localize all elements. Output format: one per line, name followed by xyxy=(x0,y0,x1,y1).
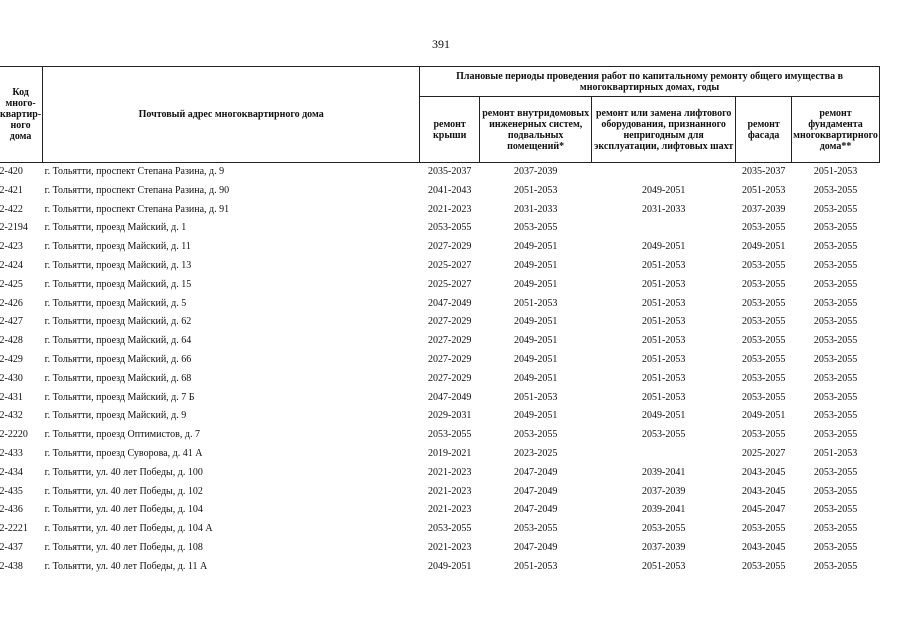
cell-address: г. Тольятти, ул. 40 лет Победы, д. 100 xyxy=(44,466,203,478)
cell-code: 2-2220 xyxy=(0,429,28,441)
cell-roof: 2027-2029 xyxy=(428,316,472,328)
cell-elevator: 2049-2051 xyxy=(642,410,686,422)
cell-roof: 2021-2023 xyxy=(428,504,472,516)
table-row xyxy=(0,464,879,483)
cell-facade: 2049-2051 xyxy=(742,410,786,422)
cell-elevator: 2051-2053 xyxy=(642,297,686,309)
cell-roof: 2029-2031 xyxy=(428,410,472,422)
cell-elevator: 2051-2053 xyxy=(642,259,686,271)
cell-foundation: 2051-2053 xyxy=(813,447,858,459)
table-row xyxy=(0,426,879,445)
cell-foundation: 2053-2055 xyxy=(813,560,858,572)
cell-elevator xyxy=(592,219,736,238)
cell-address: г. Тольятти, проезд Майский, д. 62 xyxy=(44,316,192,328)
cell-code: 2-427 xyxy=(0,316,23,328)
cell-facade: 2037-2039 xyxy=(742,203,786,215)
cell-address: г. Тольятти, проезд Майский, д. 1 xyxy=(44,222,187,234)
cell-facade: 2053-2055 xyxy=(742,278,786,290)
cell-facade: 2053-2055 xyxy=(742,560,786,572)
table-row xyxy=(0,501,879,520)
header-planned-periods: Плановые периоды проведения работ по капитальному ремонту общего имущества в многоквартирных домах, годы xyxy=(420,67,880,97)
cell-foundation: 2053-2055 xyxy=(813,203,858,215)
cell-facade: 2053-2055 xyxy=(742,353,786,365)
cell-engineering: 2047-2049 xyxy=(514,485,558,497)
cell-elevator: 2051-2053 xyxy=(642,278,686,290)
table-row xyxy=(0,313,879,332)
cell-code: 2-426 xyxy=(0,297,23,309)
cell-facade: 2053-2055 xyxy=(742,297,786,309)
cell-address: г. Тольятти, проезд Майский, д. 9 xyxy=(44,410,187,422)
cell-facade: 2053-2055 xyxy=(742,523,786,535)
cell-engineering: 2051-2053 xyxy=(514,297,558,309)
cell-code: 2-425 xyxy=(0,278,23,290)
cell-engineering: 2049-2051 xyxy=(514,278,558,290)
cell-address: г. Тольятти, проезд Майский, д. 7 Б xyxy=(44,391,195,403)
cell-code: 2-431 xyxy=(0,391,23,403)
cell-foundation: 2053-2055 xyxy=(813,429,858,441)
cell-engineering: 2049-2051 xyxy=(514,353,558,365)
cell-facade: 2043-2045 xyxy=(742,541,786,553)
cell-engineering: 2047-2049 xyxy=(514,504,558,516)
cell-roof: 2049-2051 xyxy=(428,560,472,572)
cell-foundation: 2053-2055 xyxy=(813,410,858,422)
cell-code: 2-432 xyxy=(0,410,23,422)
table-body xyxy=(0,163,879,577)
table-row xyxy=(0,558,879,577)
cell-elevator xyxy=(592,445,736,464)
cell-engineering: 2023-2025 xyxy=(514,447,558,459)
cell-foundation: 2053-2055 xyxy=(813,391,858,403)
cell-engineering: 2053-2055 xyxy=(514,523,558,535)
header-facade: ремонт фасада xyxy=(736,97,792,163)
cell-roof: 2053-2055 xyxy=(428,222,472,234)
cell-engineering: 2051-2053 xyxy=(514,391,558,403)
table-row xyxy=(0,201,879,220)
cell-engineering: 2031-2033 xyxy=(514,203,558,215)
cell-address: г. Тольятти, проезд Майский, д. 5 xyxy=(44,297,187,309)
cell-address: г. Тольятти, ул. 40 лет Победы, д. 11 А xyxy=(44,560,208,572)
cell-address: г. Тольятти, проезд Майский, д. 11 xyxy=(44,241,191,253)
cell-facade: 2053-2055 xyxy=(742,259,786,271)
cell-code: 2-434 xyxy=(0,466,23,478)
cell-facade: 2043-2045 xyxy=(742,466,786,478)
cell-address: г. Тольятти, проезд Майский, д. 68 xyxy=(44,372,192,384)
cell-foundation: 2053-2055 xyxy=(813,278,858,290)
cell-roof: 2019-2021 xyxy=(428,447,472,459)
cell-foundation: 2053-2055 xyxy=(813,372,858,384)
cell-address: г. Тольятти, проспект Степана Разина, д. 9 xyxy=(44,166,225,177)
cell-address: г. Тольятти, проспект Степана Разина, д. 91 xyxy=(44,203,230,215)
cell-foundation: 2053-2055 xyxy=(813,184,858,196)
cell-facade: 2053-2055 xyxy=(742,222,786,234)
cell-foundation: 2053-2055 xyxy=(813,466,858,478)
cell-elevator: 2051-2053 xyxy=(642,353,686,365)
cell-address: г. Тольятти, проезд Оптимистов, д. 7 xyxy=(44,429,200,441)
cell-foundation: 2053-2055 xyxy=(813,297,858,309)
cell-engineering: 2049-2051 xyxy=(514,241,558,253)
table-row xyxy=(0,520,879,539)
cell-address: г. Тольятти, проезд Майский, д. 64 xyxy=(44,335,192,347)
cell-roof: 2053-2055 xyxy=(428,429,472,441)
cell-roof: 2027-2029 xyxy=(428,372,472,384)
cell-engineering: 2049-2051 xyxy=(514,410,558,422)
cell-facade: 2053-2055 xyxy=(742,391,786,403)
cell-facade: 2025-2027 xyxy=(742,447,786,459)
cell-address: г. Тольятти, ул. 40 лет Победы, д. 102 xyxy=(44,485,203,497)
cell-foundation: 2053-2055 xyxy=(813,222,858,234)
cell-roof: 2047-2049 xyxy=(428,391,472,403)
cell-engineering: 2049-2051 xyxy=(514,259,558,271)
cell-code: 2-420 xyxy=(0,166,23,177)
cell-address: г. Тольятти, проезд Майский, д. 13 xyxy=(44,259,192,271)
cell-foundation: 2053-2055 xyxy=(813,353,858,365)
cell-engineering: 2049-2051 xyxy=(514,372,558,384)
cell-code: 2-430 xyxy=(0,372,23,384)
cell-elevator: 2049-2051 xyxy=(642,241,686,253)
cell-code: 2-2194 xyxy=(0,222,28,234)
cell-address: г. Тольятти, проезд Суворова, д. 41 А xyxy=(44,447,203,459)
cell-elevator: 2039-2041 xyxy=(642,466,686,478)
cell-elevator: 2049-2051 xyxy=(642,184,686,196)
cell-code: 2-423 xyxy=(0,241,23,253)
cell-facade: 2053-2055 xyxy=(742,429,786,441)
cell-code: 2-437 xyxy=(0,541,23,553)
table-row xyxy=(0,332,879,351)
cell-engineering: 2047-2049 xyxy=(514,541,558,553)
cell-code: 2-433 xyxy=(0,447,23,459)
table-row xyxy=(0,295,879,314)
cell-address: г. Тольятти, проспект Степана Разина, д. 90 xyxy=(44,184,230,196)
cell-facade: 2053-2055 xyxy=(742,372,786,384)
table-row xyxy=(0,257,879,276)
cell-elevator: 2039-2041 xyxy=(642,504,686,516)
cell-elevator: 2051-2053 xyxy=(642,372,686,384)
table-row xyxy=(0,219,879,238)
cell-foundation: 2053-2055 xyxy=(813,335,858,347)
cell-engineering: 2051-2053 xyxy=(514,184,558,196)
cell-engineering: 2051-2053 xyxy=(514,560,558,572)
cell-roof: 2021-2023 xyxy=(428,541,472,553)
header-address: Почтовый адрес многоквартирного дома xyxy=(43,67,420,163)
cell-facade: 2043-2045 xyxy=(742,485,786,497)
cell-facade: 2035-2037 xyxy=(742,166,786,177)
cell-elevator: 2051-2053 xyxy=(642,316,686,328)
header-code: Код много-квартир-ного дома xyxy=(0,67,43,163)
table-row xyxy=(0,483,879,502)
header-foundation: ремонт фундамента многоквартирного дома** xyxy=(792,97,880,163)
header-elevator: ремонт или замена лифтового оборудования, признанного непригодным для эксплуатации, лифтовых шахт xyxy=(592,97,736,163)
cell-address: г. Тольятти, проезд Майский, д. 66 xyxy=(44,353,192,365)
table-row xyxy=(0,370,879,389)
cell-roof: 2025-2027 xyxy=(428,259,472,271)
table-row xyxy=(0,539,879,558)
header-engineering: ремонт внутридомовых инженерных систем, подвальных помещений* xyxy=(480,97,592,163)
table-row xyxy=(0,407,879,426)
cell-code: 2-428 xyxy=(0,335,23,347)
cell-foundation: 2053-2055 xyxy=(813,316,858,328)
cell-facade: 2053-2055 xyxy=(742,335,786,347)
cell-elevator: 2037-2039 xyxy=(642,541,686,553)
cell-roof: 2021-2023 xyxy=(428,203,472,215)
cell-engineering: 2053-2055 xyxy=(514,429,558,441)
cell-foundation: 2051-2053 xyxy=(813,166,858,177)
table-row xyxy=(0,182,879,201)
cell-code: 2-438 xyxy=(0,560,23,572)
table-row xyxy=(0,445,879,464)
cell-elevator: 2053-2055 xyxy=(642,523,686,535)
cell-roof: 2035-2037 xyxy=(428,166,472,177)
cell-engineering: 2049-2051 xyxy=(514,316,558,328)
cell-roof: 2027-2029 xyxy=(428,335,472,347)
cell-code: 2-436 xyxy=(0,504,23,516)
cell-foundation: 2053-2055 xyxy=(813,523,858,535)
cell-code: 2-424 xyxy=(0,259,23,271)
table-row xyxy=(0,276,879,295)
cell-code: 2-429 xyxy=(0,353,23,365)
cell-elevator: 2051-2053 xyxy=(642,560,686,572)
cell-code: 2-2221 xyxy=(0,523,28,535)
cell-roof: 2041-2043 xyxy=(428,184,472,196)
page-number: 391 xyxy=(432,37,450,51)
table-row xyxy=(0,389,879,408)
header-roof: ремонт крыши xyxy=(420,97,480,163)
cell-roof: 2027-2029 xyxy=(428,353,472,365)
cell-facade: 2045-2047 xyxy=(742,504,786,516)
cell-engineering: 2053-2055 xyxy=(514,222,558,234)
cell-elevator: 2037-2039 xyxy=(642,485,686,497)
cell-code: 2-435 xyxy=(0,485,23,497)
cell-facade: 2049-2051 xyxy=(742,241,786,253)
cell-code: 2-421 xyxy=(0,184,23,196)
cell-foundation: 2053-2055 xyxy=(813,541,858,553)
cell-roof: 2027-2029 xyxy=(428,241,472,253)
cell-facade: 2051-2053 xyxy=(742,184,786,196)
cell-roof: 2021-2023 xyxy=(428,485,472,497)
cell-foundation: 2053-2055 xyxy=(813,259,858,271)
table-row xyxy=(0,351,879,370)
cell-engineering: 2049-2051 xyxy=(514,335,558,347)
cell-code: 2-422 xyxy=(0,203,23,215)
cell-facade: 2053-2055 xyxy=(742,316,786,328)
cell-engineering: 2037-2039 xyxy=(514,166,558,177)
cell-roof: 2047-2049 xyxy=(428,297,472,309)
cell-roof: 2025-2027 xyxy=(428,278,472,290)
cell-address: г. Тольятти, проезд Майский, д. 15 xyxy=(44,278,192,290)
cell-roof: 2053-2055 xyxy=(428,523,472,535)
cell-address: г. Тольятти, ул. 40 лет Победы, д. 104 xyxy=(44,504,203,516)
table-row xyxy=(0,238,879,257)
cell-foundation: 2053-2055 xyxy=(813,485,858,497)
cell-elevator: 2053-2055 xyxy=(642,429,686,441)
cell-elevator: 2031-2033 xyxy=(642,203,686,215)
cell-foundation: 2053-2055 xyxy=(813,241,858,253)
cell-elevator: 2051-2053 xyxy=(642,391,686,403)
repair-schedule-table xyxy=(0,66,880,577)
cell-address: г. Тольятти, ул. 40 лет Победы, д. 108 xyxy=(44,541,203,553)
cell-address: г. Тольятти, ул. 40 лет Победы, д. 104 А xyxy=(44,523,213,535)
cell-engineering: 2047-2049 xyxy=(514,466,558,478)
cell-foundation: 2053-2055 xyxy=(813,504,858,516)
cell-elevator xyxy=(592,163,736,182)
table-row xyxy=(0,163,879,182)
cell-roof: 2021-2023 xyxy=(428,466,472,478)
cell-elevator: 2051-2053 xyxy=(642,335,686,347)
